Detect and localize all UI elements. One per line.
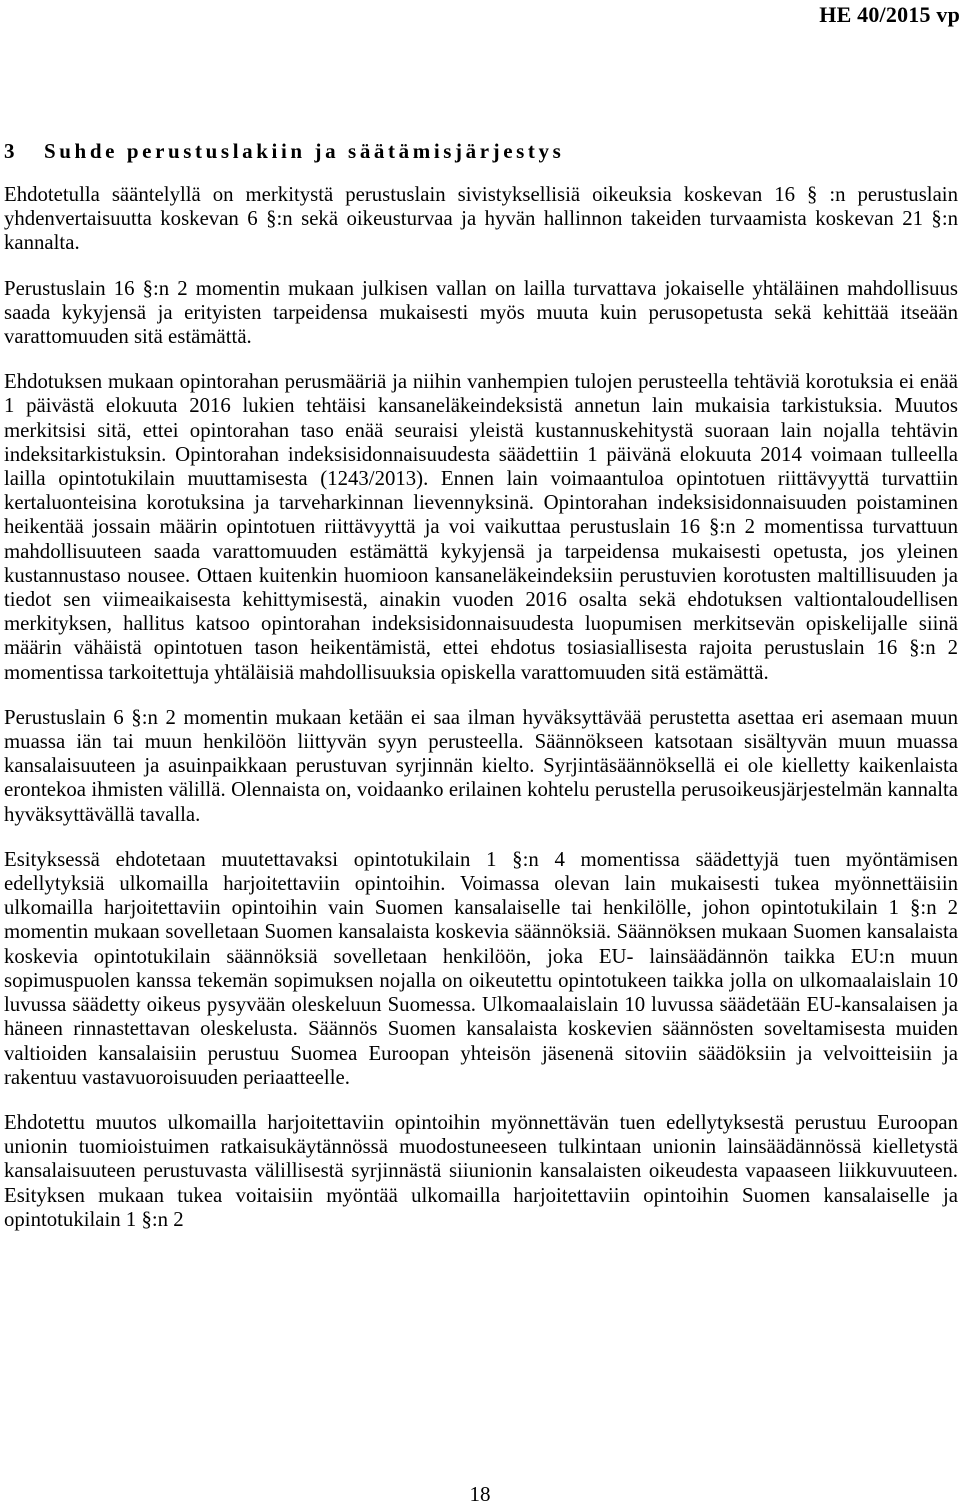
section-heading bbox=[4, 138, 564, 164]
section-number: 3 bbox=[4, 139, 15, 163]
paragraph: Perustuslain 6 §:n 2 momentin mukaan ketään ei saa ilman hyväksyttävää perustetta asettaa eri asemaan muun muassa iän tai muun henkilöön liittyvän syyn perusteella. Säännökseen katsotaan sisältyvän muun muassa kansalaisuuteen ja asuinpaikkaan perustuvan syrjinnän kielto. Syrjintäsäännöksellä ei ole kielletty kaikenlaista erontekoa ihmisten välillä. Olennaista on, voidaanko erilainen kohtelu perustella perusoikeusjärjestelmän kannalta hyväksyttävällä tavalla. bbox=[4, 705, 958, 826]
page-number: 18 bbox=[469, 1482, 491, 1506]
paragraph: Ehdotettu muutos ulkomailla harjoitettaviin opintoihin myönnettävän tuen edellytyksestä perustuu Euroopan unionin tuomioistuimen ratkaisukäytännössä muodostuneeseen tulkintaan unionin lainsäädännössä kielletystä kansalaisuuteen perustuvasta välillisestä syrjinnästä siiunionin kansalaisten oikeudesta vapaaseen liikkuvuuteen. Esityksen mukaan tukea voitaisiin myöntää ulkomailla harjoitettaviin opintoihin Suomen kansalaiselle ja opintotukilain 1 §:n 2 bbox=[4, 1110, 958, 1231]
paragraph: Perustuslain 16 §:n 2 momentin mukaan julkisen vallan on lailla turvattava jokaiselle yhtäläinen mahdollisuus saada kykyjensä ja erityisten tarpeidensa mukaisesti myös muuta kuin perusopetusta sekä kehittää itseään varattomuuden sitä estämättä. bbox=[4, 276, 958, 349]
paragraph: Ehdotetulla sääntelyllä on merkitystä perustuslain sivistyksellisiä oikeuksia koskevan 16 § :n perustuslain yhdenvertaisuutta koskevan 6 §:n sekä oikeusturvaa ja hyvän hallinnon takeiden turvaamista koskevan 21 §:n kannalta. bbox=[4, 183, 958, 255]
paragraph: Esityksessä ehdotetaan muutettavaksi opintotukilain 1 §:n 4 momentissa säädettyjä tuen myöntämisen edellytyksiä ulkomailla harjoitettaviin opintoihin. Voimassa olevan lain mukaisesti tukea myönnettäisiin ulkomailla harjoitettaviin opintoihin vain Suomen kansalaiselle tai henkilölle, johon opintotukilain 1 §:n 2 momentin mukaan sovelletaan Suomen kansalaista koskevia säännöksiä. Säännöksen mukaan Suomen kansalaista koskevia opintotukilain säännöksiä sovelletaan henkilöön, joka EU- lainsäädännön taikka EU:n muun sopimuspuolen kanssa tekemän sopimuksen nojalla on oikeutettu opintotukeen taikka jolla on ulkomaalaislain 10 luvussa säädetty oikeus pysyvään oleskeluun Suomessa. Ulkomaalaislain 10 luvussa säädetään EU-kansalaisen ja häneen rinnastettavan oleskelusta. Säännös Suomen kansalaista koskevien säännösten soveltamisesta muiden valtioiden kansalaisiin perustuu Suomea Euroopan yhteisön jäsenenä sitoviin säädöksiin ja velvoitteisiin ja rakentuu vastavuoroisuuden periaatteelle. bbox=[4, 847, 958, 1089]
running-header: HE 40/2015 vp bbox=[819, 2, 960, 27]
paragraph: Ehdotuksen mukaan opintorahan perusmääriä ja niihin vanhempien tulojen perusteella tehtäviä korotuksia ei enää 1 päivästä elokuuta 2016 lukien tehtäisi kansaneläkeindeksistä annetun lain mukaisia tarkistuksia. Muutos merkitsisi sitä, ettei opintorahan taso enää seuraisi yleistä kustannuskehitystä suoraan lain nojalla tehtävin indeksitarkistuksin. Opintorahan indeksisidonnaisuudesta säädettiin 1 päivänä elokuuta 2014 voimaan tulleella lailla opintotukilain muuttamisesta (1243/2013). Ennen lain voimaantuloa opintotuen riittävyyttä turvattiin kertaluonteisina korotuksina ja tarveharkinnan lievennyksinä. Opintorahan indeksisidonnaisuuden poistaminen heikentää jossain määrin opintotuen riittävyyttä ja voi vaikuttaa perustuslain 16 §:n 2 momentissa turvattuun mahdollisuuteen saada varattomuuden estämättä kykyjensä ja tarpeidensa mukaisesti opetusta, jos yleinen kustannustaso nousee. Ottaen kuitenkin huomioon kansaneläkeindeksiin perustuvien korotusten maltillisuuden ja tiedot sen viimeaikaisesta kehittymisestä, ainakin vuoden 2016 osalta sekä ehdotuksen valtiontaloudellisen merkityksen, hallitus katsoo opintorahan indeksisidonnaisuudesta luopumisen merkitsevän opiskelijalle siinä määrin vähäistä opintotuen tason heikentämistä, ettei ehdotus tosiasiallisesta rajoita perustuslain 16 §:n 2 momentissa tarkoitettuja yhtäläisiä mahdollisuuksia opiskella varattomuuden sitä estämättä. bbox=[4, 370, 958, 684]
body-text bbox=[4, 183, 958, 1253]
section-title: Suhde perustuslakiin ja säätämisjärjestys bbox=[44, 139, 565, 163]
